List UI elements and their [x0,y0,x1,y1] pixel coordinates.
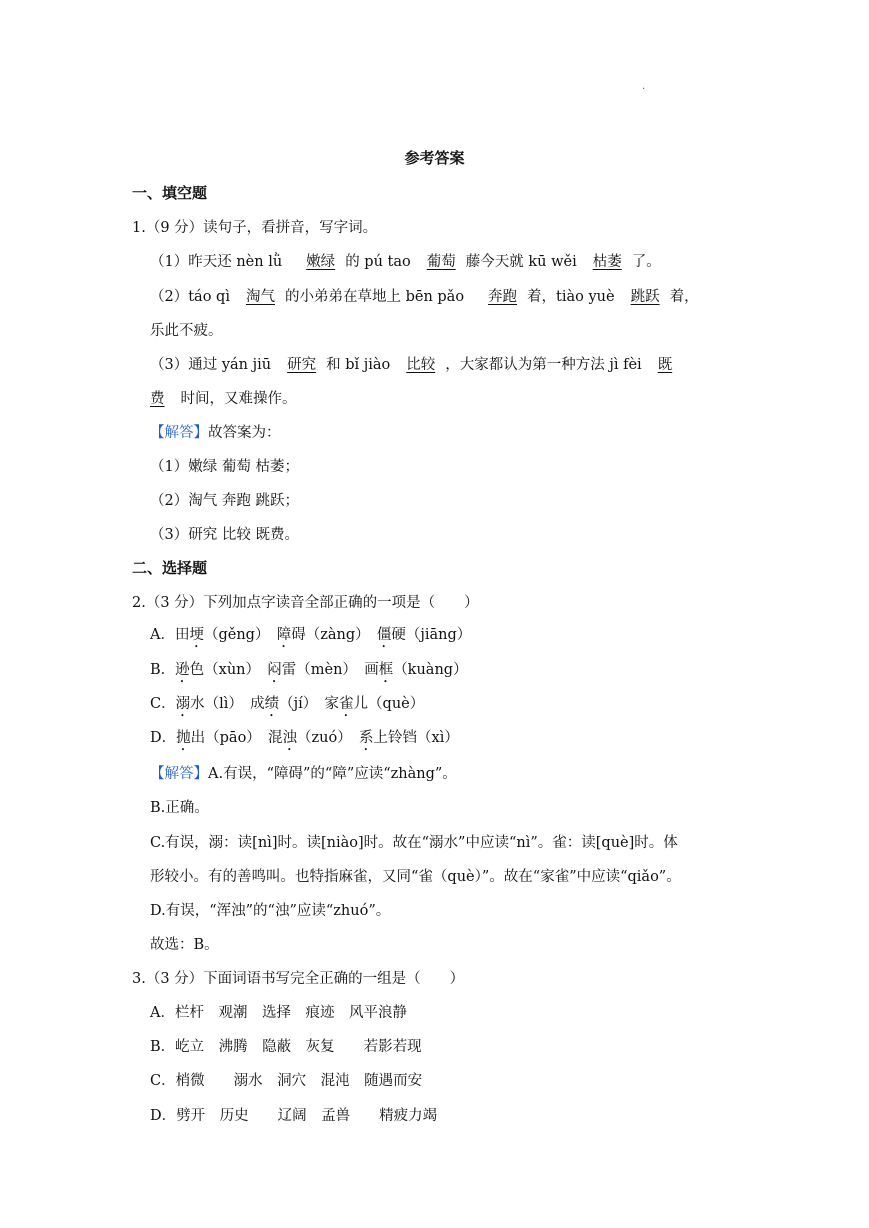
answer-blank: 费 [150,391,165,407]
q1-sentence-3: （3）通过 yán jiū 研究 和 bǐ jiào 比较 ，大家都认为第一种方法 jì fèi 既 [150,353,672,374]
answer-blank: 跳跃 [630,289,660,305]
q3-option-c: C．梢微 溺水 洞穴 混沌 随遇而安 [150,1073,423,1089]
q1-answer-3: （3）研究 比较 既费。 [150,527,299,543]
q2-option-a: A．田埂（gěng） 障碍（zàng） 僵硬（jiāng） [150,627,472,643]
answer-blank: 淘气 [245,289,275,305]
q3-option-a: A．栏杆 观潮 选择 痕迹 风平浪静 [150,1005,407,1021]
solution-tag: 【解答】 [150,425,208,441]
question-2-stem: 2.（3 分）下列加点字读音全部正确的一项是（ ） [132,595,479,611]
q1-sentence-3-cont: 费 时间，又难操作。 [150,391,297,407]
q2-explain-b: B.正确。 [150,800,209,816]
answer-blank: 嫩绿 [306,254,336,270]
q1-answer-1: （1）嫩绿 葡萄 枯萎； [150,459,299,475]
solution-tag: 【解答】 [150,766,208,782]
q2-explain-c-2: 形较小。有的善鸣叫。也特指麻雀，又同“雀（què）”。故在“家雀”中应读“qiǎo”。 [150,869,681,885]
answer-blank: 研究 [287,357,317,373]
q2-option-c: C．溺水（lì） 成绩（jí） 家雀儿（què） [150,696,425,712]
q2-choice: 故选：B。 [150,937,219,953]
q2-explain-d: D.有误，“浑浊”的“浊”应读“zhuó”。 [150,903,391,919]
question-1-stem: 1.（9 分）读句子，看拼音，写字词。 [132,220,378,236]
q1-answer-2: （2）淘气 奔跑 跳跃； [150,493,299,509]
answer-blank: 既 [657,357,673,373]
q2-option-d: D．抛出（pāo） 混浊（zuó） 系上铃铛（xì） [150,730,459,746]
answer-blank: 比较 [406,357,436,373]
header-dot: · [642,84,646,95]
q1-sentence-2-cont: 乐此不疲。 [150,323,223,339]
section-heading-fill-blank: 一、填空题 [132,184,208,202]
q1-sentence-2: （2）táo qì 淘气 的小弟弟在草地上 bēn pǎo 奔跑 着，tiào yuè 跳跃 着， [150,285,699,306]
question-3-stem: 3.（3 分）下面词语书写完全正确的一组是（ ） [132,971,465,987]
q3-option-d: D．劈开 历史 辽阔 孟兽 精疲力竭 [150,1108,438,1124]
answer-blank: 奔跑 [488,289,518,305]
section-heading-choice: 二、选择题 [132,559,208,577]
answer-blank: 葡萄 [426,254,456,270]
q2-option-b: B．逊色（xùn） 闷雷（mèn） 画框（kuàng） [150,662,468,678]
q3-option-b: B．屹立 沸腾 隐蔽 灰复 若影若现 [150,1039,422,1055]
q2-explain-c-1: C.有误，溺：读[nì]时。读[niào]时。故在“溺水”中应读“nì”。雀：读[què]时。体 [150,835,678,851]
q2-solution: 【解答】A.有误，“障碍”的“障”应读“zhàng”。 [150,766,457,782]
answer-blank: 枯萎 [592,254,622,270]
page-title: 参考答案 [404,149,465,167]
q1-solution: 【解答】故答案为： [150,425,281,441]
q1-sentence-1: （1）昨天还 nèn lǜ 嫩绿 的 pú tao 葡萄 藤今天就 kū wěi 枯萎 了。 [150,250,661,271]
